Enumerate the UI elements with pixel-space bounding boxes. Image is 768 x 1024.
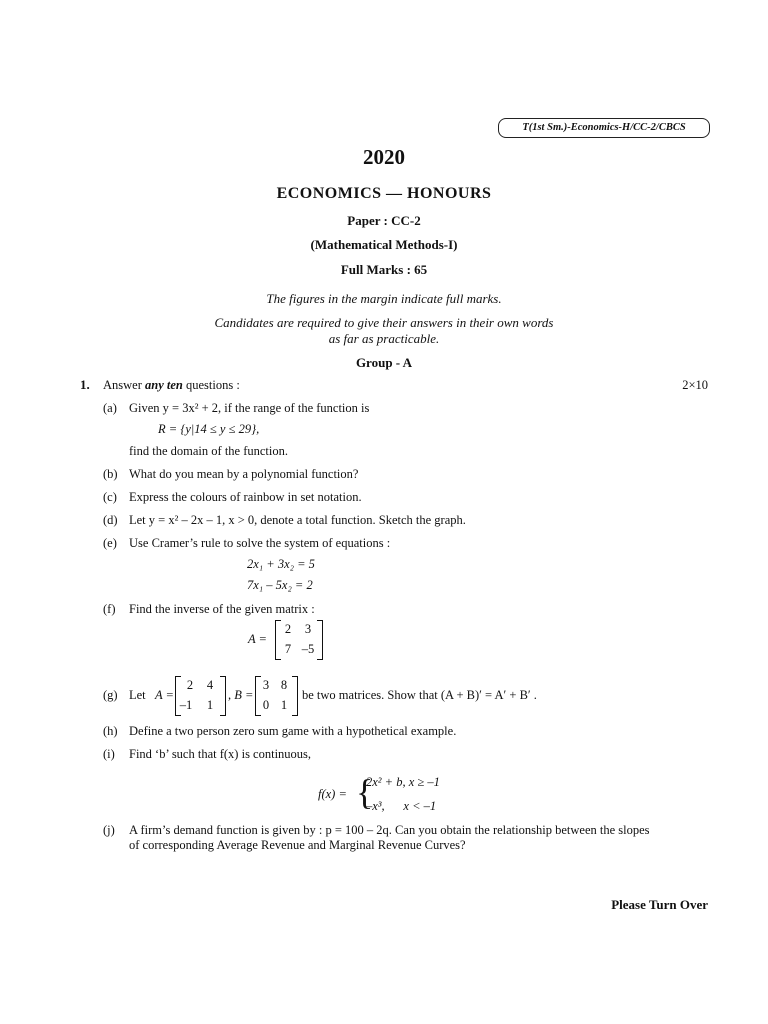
item-g-b-lhs: , B = (228, 688, 254, 702)
item-i-text: Find ‘b’ such that f(x) is continuous, (129, 747, 312, 761)
matrix-cell: 7 (284, 642, 292, 656)
item-i-case-2: –x³, x < –1 (366, 799, 437, 813)
item-c-label: (c) (103, 490, 117, 504)
item-e-equation-1: 2x₁ + 3x₂ = 5 (247, 557, 315, 571)
item-j-label: (j) (103, 823, 115, 837)
matrix-cell: 4 (206, 678, 214, 692)
right-bracket (292, 676, 298, 716)
item-h-text: Define a two person zero sum game with a hypothetical example. (129, 724, 457, 738)
matrix-b (255, 676, 297, 716)
item-e-label: (e) (103, 536, 117, 550)
matrix-cell: 3 (304, 622, 312, 636)
course-name: (Mathematical Methods-I) (310, 237, 458, 252)
item-e-text: Use Cramer’s rule to solve the system of equations : (129, 536, 391, 550)
item-b-label: (b) (103, 467, 118, 481)
item-d-label: (d) (103, 513, 118, 527)
item-f-matrix-lhs: A = (248, 632, 267, 646)
matrix-cell: –5 (301, 642, 315, 656)
item-f-text: Find the inverse of the given matrix : (129, 602, 315, 616)
instruction-prefix: Answer (103, 378, 146, 392)
instruction-line-3: as far as practicable. (328, 331, 440, 346)
question-marks: 2×10 (682, 378, 708, 392)
matrix-cell: 8 (280, 678, 288, 692)
item-a-line2: R = {y|14 ≤ y ≤ 29}, (158, 422, 260, 436)
item-i-lhs: f(x) = (318, 787, 347, 801)
paper-code-badge: T(1st Sm.)-Economics-H/CC-2/CBCS (498, 118, 710, 138)
question-instruction (103, 378, 240, 393)
matrix-a (175, 676, 225, 716)
group-heading: Group - A (355, 355, 413, 370)
item-g-post: be two matrices. Show that (A + B)′ = A′ + B′ . (302, 688, 537, 702)
item-g-label: (g) (103, 688, 118, 702)
item-c-text: Express the colours of rainbow in set notation. (129, 490, 362, 504)
matrix-cell: 2 (186, 678, 194, 692)
instruction-line-2: Candidates are required to give their answers in their own words (214, 315, 554, 330)
item-d-text: Let y = x² – 2x – 1, x > 0, denote a total function. Sketch the graph. (129, 513, 466, 527)
matrix-cell: –1 (179, 698, 193, 712)
item-j-line1: A firm’s demand function is given by : p = 100 – 2q. Can you obtain the relationship between the slopes (129, 823, 650, 837)
item-b-text: What do you mean by a polynomial function? (129, 467, 359, 481)
matrix-cell: 1 (206, 698, 214, 712)
item-a-label: (a) (103, 401, 117, 415)
right-bracket (317, 620, 323, 660)
paper-number: Paper : CC-2 (347, 213, 421, 228)
please-turn-over: Please Turn Over (611, 897, 708, 912)
instruction-emphasis: any ten (145, 378, 183, 392)
instruction-line-1: The figures in the margin indicate full marks. (266, 291, 502, 306)
subject-title: ECONOMICS — HONOURS (276, 185, 492, 202)
item-g-pre: Let (129, 688, 146, 702)
item-a-line3: find the domain of the function. (129, 444, 288, 458)
item-j-line2: of corresponding Average Revenue and Marginal Revenue Curves? (129, 838, 466, 852)
matrix-a-inverse-question (275, 620, 323, 660)
item-f-label: (f) (103, 602, 116, 616)
item-e-equation-2: 7x₁ – 5x₂ = 2 (247, 578, 313, 592)
item-g-a-lhs: A = (155, 688, 174, 702)
full-marks: Full Marks : 65 (340, 262, 428, 277)
matrix-cell: 2 (284, 622, 292, 636)
item-i-label: (i) (103, 747, 115, 761)
item-h-label: (h) (103, 724, 118, 738)
instruction-suffix: questions : (182, 378, 240, 392)
item-a-line1: Given y = 3x² + 2, if the range of the function is (129, 401, 370, 415)
piecewise-brace: { (356, 772, 374, 812)
matrix-cell: 0 (262, 698, 270, 712)
right-bracket (220, 676, 226, 716)
matrix-cell: 3 (262, 678, 270, 692)
exam-year: 2020 (363, 145, 405, 169)
question-number: 1. (80, 377, 90, 392)
item-i-case-1: 2x² + b, x ≥ –1 (366, 775, 440, 789)
matrix-cell: 1 (280, 698, 288, 712)
